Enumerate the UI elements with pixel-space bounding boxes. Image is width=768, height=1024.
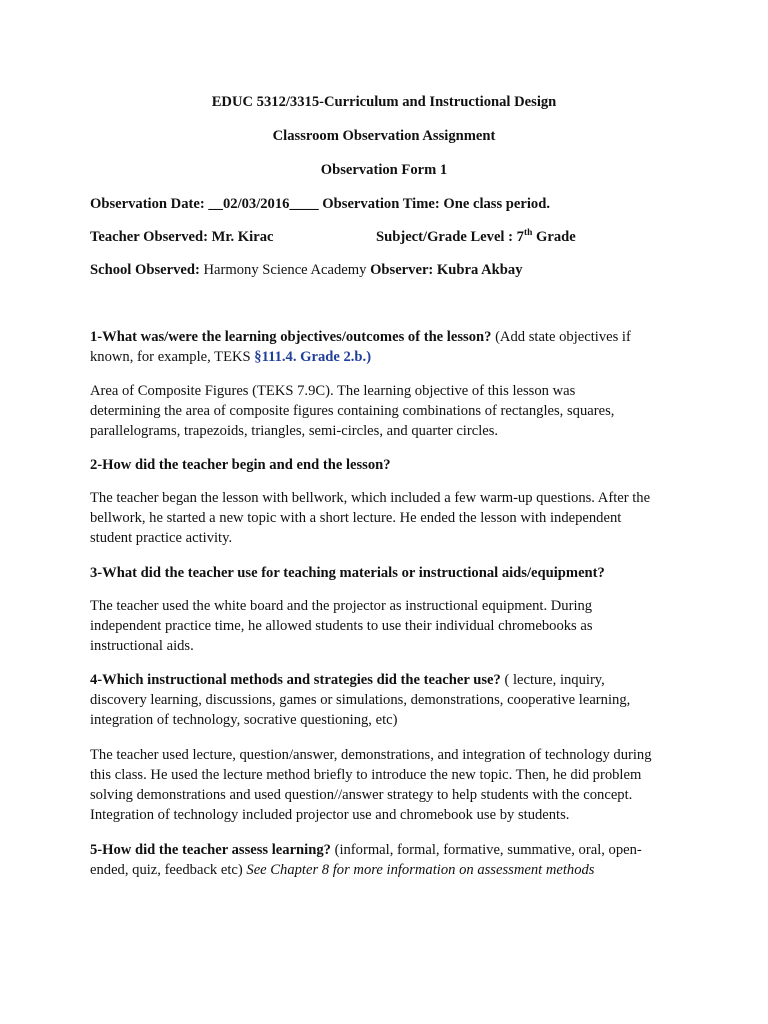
answer-1-line: parallelograms, trapezoids, triangles, semi-circles, and quarter circles.	[90, 423, 499, 439]
answer-4-line: this class. He used the lecture method briefly to introduce the new topic. Then, he did problem	[90, 767, 642, 783]
answer-2-line: student practice activity.	[90, 530, 233, 546]
answer-1-line: determining the area of composite figures containing combinations of rectangles, squares,	[90, 403, 615, 419]
question-4-note-line2: discovery learning, discussions, games or simulations, demonstrations, cooperative learning,	[90, 692, 631, 708]
observer-name: Observer: Kubra Akbay	[370, 262, 523, 278]
answer-3	[90, 596, 680, 656]
answer-2-line: bellwork, he started a new topic with a short lecture. He ended the lesson with independent	[90, 510, 622, 526]
question-1-note: (Add state objectives if	[491, 329, 631, 345]
answer-4-line: The teacher used lecture, question/answer, demonstrations, and integration of technology during	[90, 747, 652, 763]
question-3-text: 3-What did the teacher use for teaching materials or instructional aids/equipment?	[90, 565, 605, 581]
question-1-text: 1-What was/were the learning objectives/outcomes of the lesson?	[90, 329, 492, 345]
assessment-reference: See Chapter 8 for more information on assessment methods	[246, 862, 595, 878]
subject-grade-suffix: Grade	[532, 229, 576, 245]
answer-3-line: The teacher used the white board and the projector as instructional equipment. During	[90, 598, 593, 614]
teks-link[interactable]: §111.4. Grade 2.b.)	[254, 349, 372, 365]
question-2-text: 2-How did the teacher begin and end the lesson?	[90, 457, 391, 473]
grade-superscript: th	[523, 228, 533, 238]
question-4	[90, 670, 680, 730]
school-name: Harmony Science Academy	[199, 262, 371, 278]
answer-4-line: Integration of technology included projector use and chromebook use by students.	[90, 807, 570, 823]
teacher-observed: Teacher Observed: Mr. Kirac	[90, 229, 274, 245]
subject-grade-level	[376, 227, 576, 247]
question-4-note-line3: integration of technology, socrative questioning, etc)	[90, 712, 398, 728]
answer-1-line: Area of Composite Figures (TEKS 7.9C). The learning objective of this lesson was	[90, 383, 576, 399]
assignment-title: Classroom Observation Assignment	[272, 128, 496, 144]
school-observed-label: School Observed:	[90, 262, 200, 278]
question-4-note: ( lecture, inquiry,	[500, 672, 605, 688]
course-title: EDUC 5312/3315-Curriculum and Instructional Design	[211, 94, 557, 110]
question-4-text: 4-Which instructional methods and strategies did the teacher use?	[90, 672, 501, 688]
subject-grade-label: Subject/Grade Level : 7	[376, 229, 524, 245]
question-1-note-line2: known, for example, TEKS	[90, 349, 255, 365]
answer-1	[90, 381, 680, 441]
observation-time: Observation Time: One class period.	[322, 196, 550, 212]
observation-date-line	[90, 194, 550, 214]
answer-4-line: solving demonstrations and used question//answer strategy to help students with the concept.	[90, 787, 633, 803]
question-5-note: (informal, formal, formative, summative, oral, open-	[330, 842, 642, 858]
answer-3-line: independent practice time, he allowed students to use their individual chromebooks as	[90, 618, 593, 634]
observation-date-label: Observation Date:	[90, 196, 205, 212]
form-title: Observation Form 1	[320, 162, 448, 178]
observation-date-value: __02/03/2016____	[208, 196, 319, 212]
question-5-text: 5-How did the teacher assess learning?	[90, 842, 331, 858]
question-1	[90, 327, 680, 367]
answer-2	[90, 488, 680, 548]
question-5	[90, 840, 680, 880]
answer-2-line: The teacher began the lesson with bellwork, which included a few warm-up questions. After the	[90, 490, 651, 506]
school-observer-line	[90, 260, 523, 280]
answer-3-line: instructional aids.	[90, 638, 194, 654]
question-5-note-line2: ended, quiz, feedback etc)	[90, 862, 247, 878]
answer-4	[90, 745, 680, 825]
